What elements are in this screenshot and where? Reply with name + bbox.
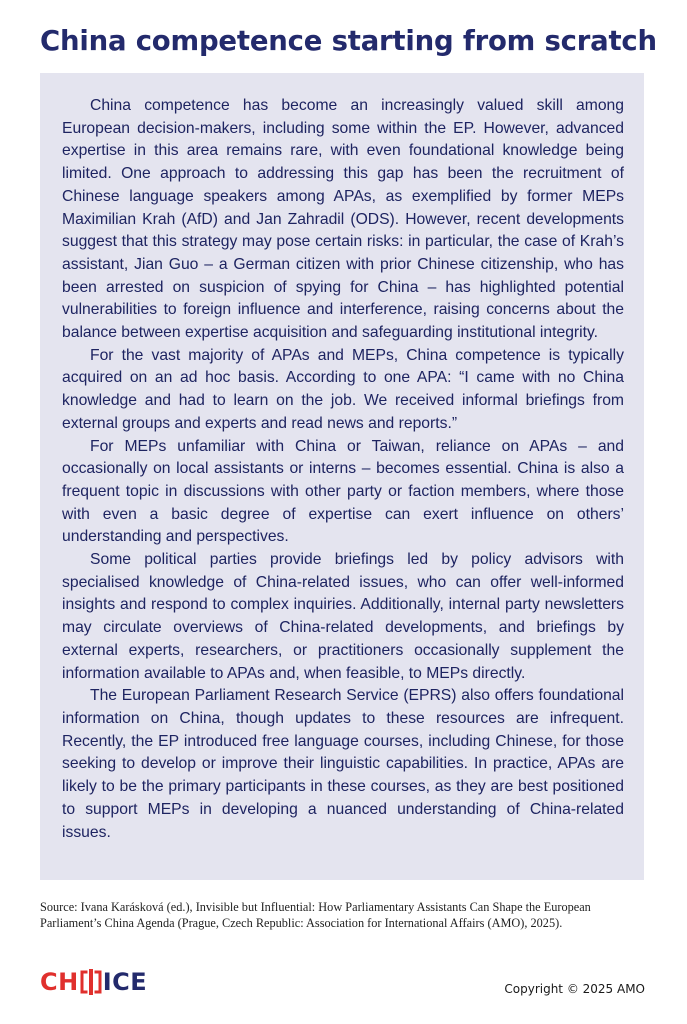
logo-text-start: CH (40, 968, 79, 996)
logo-text-end: ICE (102, 968, 148, 996)
logo-mark-icon (80, 969, 102, 995)
paragraph: China competence has become an increasingly valued skill among European decision-makers, including some within the EP. However, advanced expertise in this area remains rare, with even foundational knowledge being limited. One approach to addressing this gap has been the recruitment of Chinese language speakers among APAs, as exemplified by former MEPs Maximilian Krah (AfD) and Jan Zahradil (ODS). However, recent developments suggest that this strategy may pose certain risks: in particular, the case of Krah’s assistant, Jian Guo – a German citizen with prior Chinese citizenship, who has been arrested on suspicion of spying for China – has highlighted potential vulnerabilities to foreign influence and interference, raising concerns about the balance between expertise acquisition and safeguarding institutional integrity. (62, 97, 624, 342)
copyright-notice: Copyright © 2025 AMO (504, 982, 645, 996)
paragraph: Some political parties provide briefings led by policy advisors with specialised knowledge of China-related issues, who can offer well-informed insights and respond to complex inquiries. Additionally, internal party newsletters may circulate overviews of China-related developments, and briefings by external experts, researchers, or practitioners occasionally supplement the information available to APAs and, when feasible, to MEPs directly. (62, 551, 624, 682)
paragraph: The European Parliament Research Service (EPRS) also offers foundational information on China, though updates to these resources are infrequent. Recently, the EP introduced free language courses, including Chinese, for those seeking to develop or improve their linguistic capabilities. In practice, APAs are likely to be the primary participants in these courses, as they are best positioned to support MEPs in developing a nuanced understanding of China-related issues. (62, 687, 624, 841)
choice-logo (40, 968, 147, 996)
page-title: China competence starting from scratch (40, 25, 657, 57)
source-citation: Source: Ivana Karásková (ed.), Invisible but Influential: How Parliamentary Assistants Can Shape the European Parliament’s China Agenda (Prague, Czech Republic: Association for International Affairs (AMO), 2025). (40, 900, 591, 930)
text-box (40, 73, 644, 880)
paragraph: For MEPs unfamiliar with China or Taiwan, reliance on APAs – and occasionally on local assistants or interns – becomes essential. China is also a frequent topic in discussions with other party or faction members, where those with even a basic degree of expertise can exert influence on others’ understanding and perspectives. (62, 437, 624, 546)
paragraph: For the vast majority of APAs and MEPs, China competence is typically acquired on an ad hoc basis. According to one APA: “I came with no China knowledge and had to learn on the job. We received informal briefings from external groups and experts and read news and reports.” (62, 346, 624, 432)
